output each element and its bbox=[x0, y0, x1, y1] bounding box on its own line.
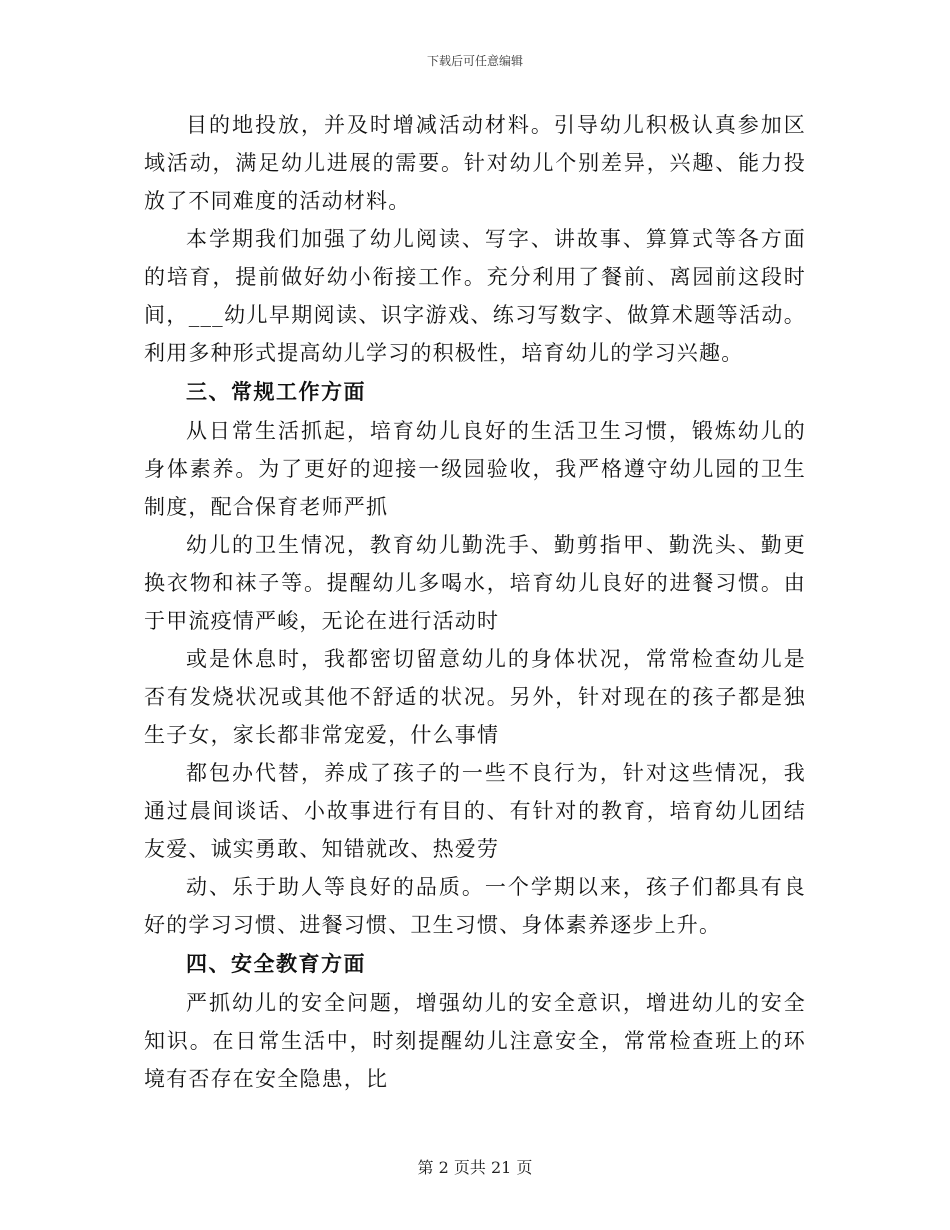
paragraph-8: 严抓幼儿的安全问题，增强幼儿的安全意识，增进幼儿的安全知识。在日常生活中，时刻提醒幼儿注意安全，常常检查班上的环境有否存在安全隐患，比 bbox=[144, 991, 806, 1091]
paragraph-4: 幼儿的卫生情况，教育幼儿勤洗手、勤剪指甲、勤洗头、勤更换衣物和袜子等。提醒幼儿多喝水，培育幼儿良好的进餐习惯。由于甲流疫情严峻，无论在进行活动时 bbox=[144, 533, 806, 633]
paragraph-6: 都包办代替，养成了孩子的一些不良行为，针对这些情况，我通过晨间谈话、小故事进行有目的、有针对的教育，培育幼儿团结友爱、诚实勇敢、知错就改、热爱劳 bbox=[144, 761, 806, 861]
page-footer: 第 2 页共 21 页 bbox=[417, 1158, 533, 1177]
paragraph-5: 或是休息时，我都密切留意幼儿的身体状况，常常检查幼儿是否有发烧状况或其他不舒适的状况。另外，针对现在的孩子都是独生子女，家长都非常宠爱，什么事情 bbox=[144, 647, 806, 747]
page-header: 下载后可任意编辑 bbox=[426, 54, 523, 68]
paragraph-1: 目的地投放，并及时增减活动材料。引导幼儿积极认真参加区域活动，满足幼儿进展的需要。针对幼儿个别差异，兴趣、能力投放了不同难度的活动材料。 bbox=[144, 113, 806, 213]
document-body bbox=[144, 106, 806, 1098]
section-heading-3: 三、常规工作方面 bbox=[186, 379, 366, 404]
paragraph-3: 从日常生活抓起，培育幼儿良好的生活卫生习惯，锻炼幼儿的身体素养。为了更好的迎接一级园验收，我严格遵守幼儿园的卫生制度，配合保育老师严抓 bbox=[144, 419, 806, 519]
paragraph-7: 动、乐于助人等良好的品质。一个学期以来，孩子们都具有良好的学习习惯、进餐习惯、卫生习惯、身体素养逐步上升。 bbox=[144, 875, 806, 937]
section-heading-4: 四、安全教育方面 bbox=[186, 951, 366, 976]
paragraph-2: 本学期我们加强了幼儿阅读、写字、讲故事、算算式等各方面的培育，提前做好幼小衔接工作。充分利用了餐前、离园前这段时间，___幼儿早期阅读、识字游戏、练习写数字、做算术题等活动。利用多种形式提高幼儿学习的积极性，培育幼儿的学习兴趣。 bbox=[144, 227, 806, 365]
